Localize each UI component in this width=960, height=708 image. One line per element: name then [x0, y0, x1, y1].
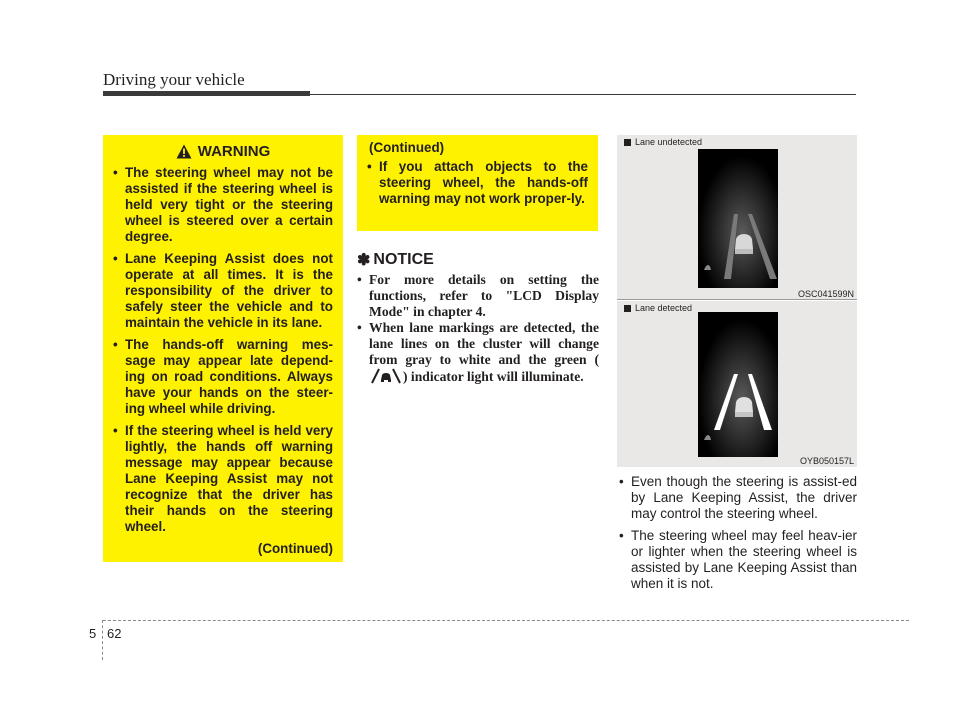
warning-triangle-icon [176, 144, 192, 159]
header-rule-thick [103, 91, 310, 96]
notice-list [357, 272, 599, 385]
notice-title: NOTICE [373, 251, 434, 268]
warning-title: WARNING [197, 143, 271, 160]
warning-item: • The hands-off warning mes-sage may appear late depend-ing on road conditions. Always have your hands on the steer-ing wheel while driving. [113, 337, 333, 417]
continued-list [367, 159, 588, 207]
warning-box [103, 135, 343, 562]
figure-caption: Lane undetected [635, 137, 703, 147]
caption-square-icon [624, 139, 631, 146]
cluster-display-image [698, 149, 778, 288]
body-item: • Even though the steering is assist-ed by Lane Keeping Assist, the driver may control the steering wheel. [617, 474, 857, 522]
warning-list [113, 165, 333, 535]
notice-item: • For more details on setting the functions, refer to "LCD Display Mode" in chapter 4. [357, 272, 599, 320]
caption-square-icon [624, 305, 631, 312]
warning-continued: (Continued) [257, 541, 333, 556]
footer-rule [103, 620, 909, 621]
body-list [617, 474, 857, 598]
figure-divider [617, 299, 857, 300]
figure-code: OYB050157L [799, 456, 854, 466]
lane-keeping-indicator-icon [369, 368, 403, 384]
continued-warning-box [357, 135, 598, 231]
figure-lane-undetected [617, 135, 857, 299]
body-item: • The steering wheel may feel heav-ier or lighter when the steering wheel is assisted by Lane Keeping Assist than when it is not. [617, 528, 857, 592]
cluster-display-image [698, 312, 778, 457]
notice-item [357, 320, 599, 385]
page-number: 62 [107, 626, 122, 641]
warning-item: • The steering wheel may not be assisted if the steering wheel is held very tight or the steering wheel is steered over a certain degree. [113, 165, 333, 245]
figure-caption: Lane detected [635, 303, 693, 313]
continued-label: (Continued) [369, 140, 445, 155]
notice-text-before: When lane markings are detected, the lane lines on the cluster will change from gray to white and the green ( [369, 320, 599, 367]
notice-asterisk-icon: ✽ [357, 252, 371, 269]
figure-lane-detected [617, 301, 857, 467]
warning-heading [113, 143, 333, 160]
notice-heading [357, 250, 434, 270]
header-rule-thin [310, 94, 856, 95]
warning-item: • If the steering wheel is held very lightly, the hands off warning message may appear because Lane Keeping Assist may not recognize that the driver has their hands on the steering wheel. [113, 423, 333, 535]
continued-item: • If you attach objects to the steering wheel, the hands-off warning may not work proper-ly. [367, 159, 588, 207]
notice-text-after: ) indicator light will illuminate. [403, 369, 584, 384]
footer-separator [102, 620, 103, 660]
chapter-number: 5 [89, 626, 97, 641]
figure-code: OSC041599N [797, 289, 854, 299]
header-title: Driving your vehicle [103, 70, 245, 89]
warning-item: • Lane Keeping Assist does not operate at all times. It is the responsibility of the driver to safely steer the vehicle and to maintain the vehicle in its lane. [113, 251, 333, 331]
